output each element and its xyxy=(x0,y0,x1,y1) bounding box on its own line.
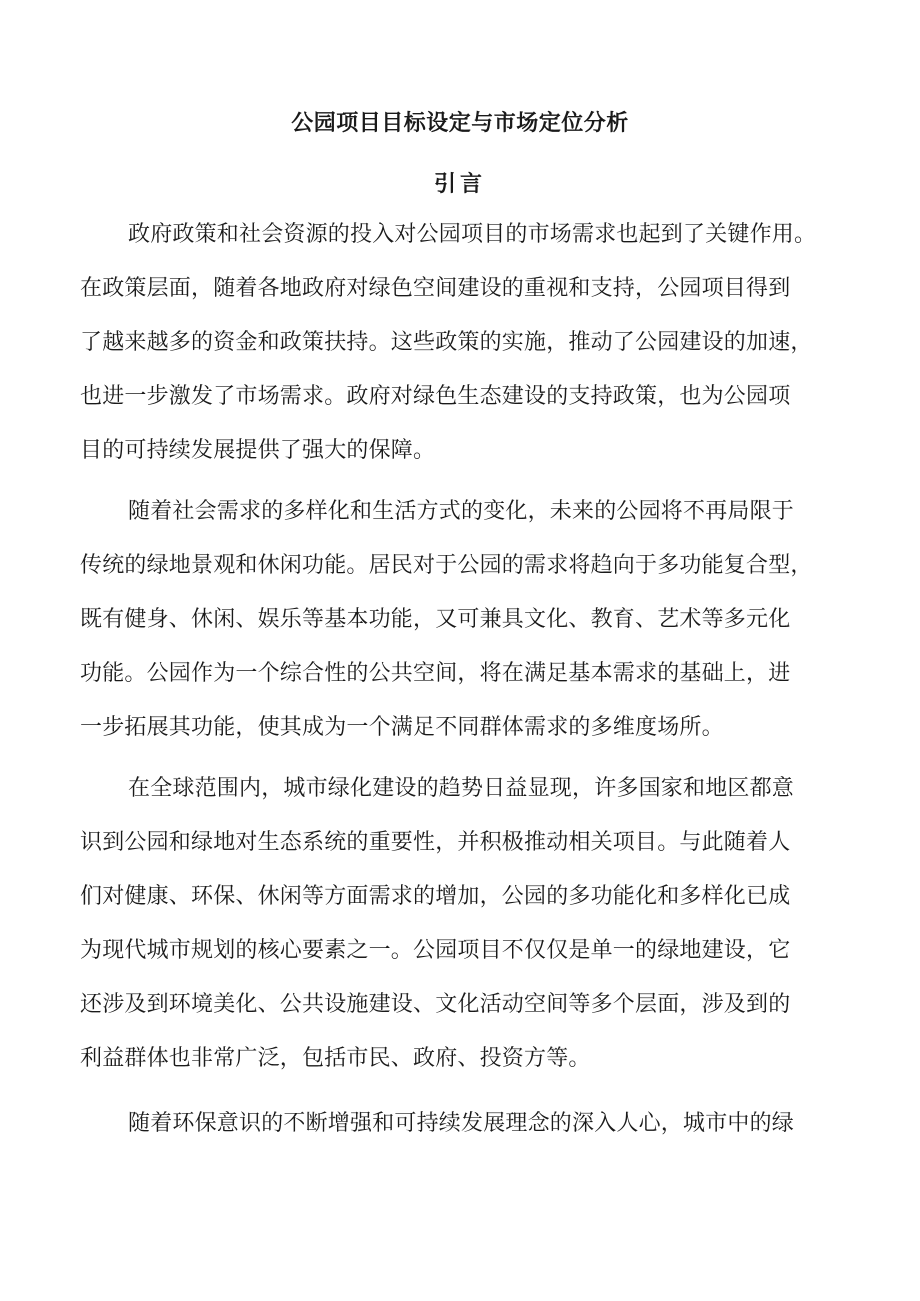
paragraph-line: 既有健身、休闲、娱乐等基本功能，又可兼具文化、教育、艺术等多元化 xyxy=(80,607,791,632)
paragraph-line: 在全球范围内，城市绿化建设的趋势日益显现，许多国家和地区都意 xyxy=(128,776,795,801)
paragraph-line: 传统的绿地景观和休闲功能。居民对于公园的需求将趋向于多功能复合型， xyxy=(80,553,813,578)
paragraph-line: 随着环保意识的不断增强和可持续发展理念的深入人心，城市中的绿 xyxy=(128,1111,795,1136)
paragraph xyxy=(80,762,840,1086)
section-heading: 引言 xyxy=(433,172,486,197)
paragraph-line: 在政策层面，随着各地政府对绿色空间建设的重视和支持，公园项目得到 xyxy=(80,276,791,301)
paragraph xyxy=(80,485,840,755)
paragraph-line: 也进一步激发了市场需求。政府对绿色生态建设的支持政策，也为公园项 xyxy=(80,384,791,409)
paragraph-line: 们对健康、环保、休闲等方面需求的增加，公园的多功能化和多样化已成 xyxy=(80,884,791,909)
paragraph-line: 还涉及到环境美化、公共设施建设、文化活动空间等多个层面，涉及到的 xyxy=(80,992,791,1017)
paragraph xyxy=(80,1097,840,1151)
paragraph-line: 利益群体也非常广泛，包括市民、政府、投资方等。 xyxy=(80,1046,591,1071)
paragraph-line: 一步拓展其功能，使其成为一个满足不同群体需求的多维度场所。 xyxy=(80,715,724,740)
paragraph-line: 为现代城市规划的核心要素之一。公园项目不仅仅是单一的绿地建设，它 xyxy=(80,938,791,963)
paragraph-line: 随着社会需求的多样化和生活方式的变化，未来的公园将不再局限于 xyxy=(128,499,795,524)
paragraph-line: 政府政策和社会资源的投入对公园项目的市场需求也起到了关键作用。 xyxy=(128,222,817,247)
paragraph-line: 了越来越多的资金和政策扶持。这些政策的实施，推动了公园建设的加速， xyxy=(80,330,813,355)
paragraph-line: 功能。公园作为一个综合性的公共空间，将在满足基本需求的基础上，进 xyxy=(80,661,791,686)
document-title: 公园项目目标设定与市场定位分析 xyxy=(291,111,629,136)
paragraph xyxy=(80,208,840,478)
paragraph-line: 目的可持续发展提供了强大的保障。 xyxy=(80,438,436,463)
paragraph-line: 识到公园和绿地对生态系统的重要性，并积极推动相关项目。与此随着人 xyxy=(80,830,791,855)
